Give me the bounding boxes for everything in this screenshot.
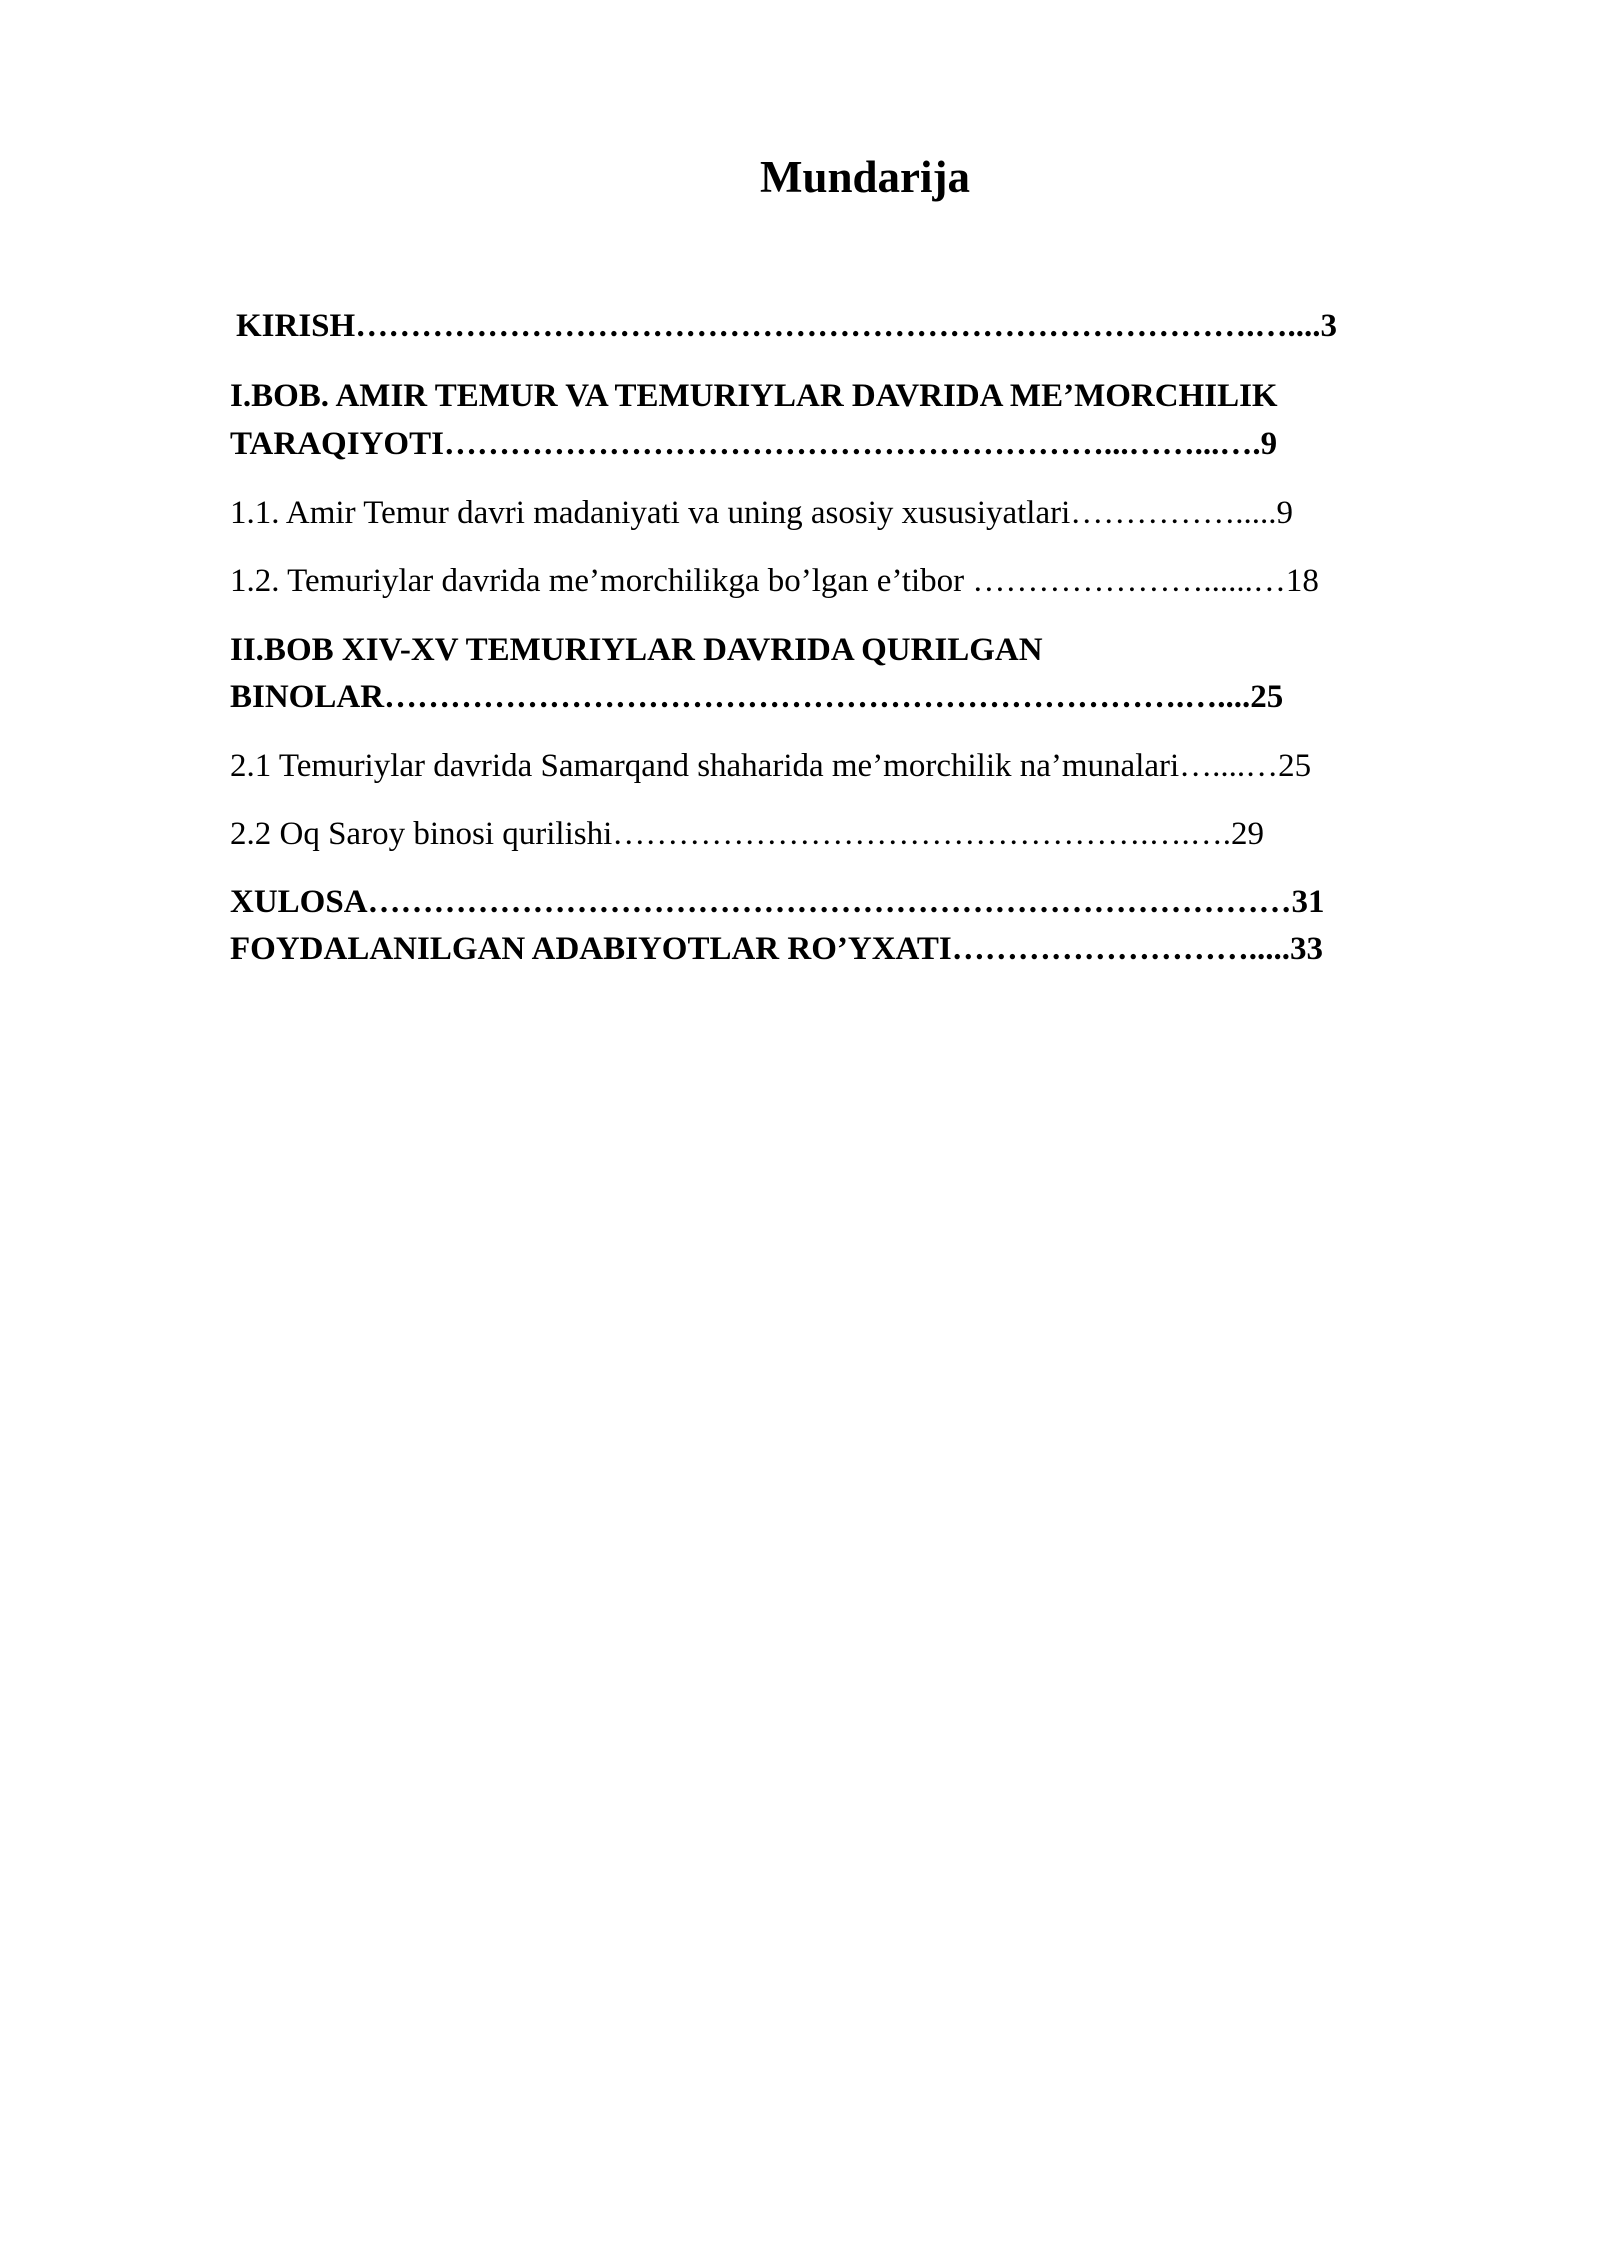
toc-entry-section-2-1: 2.1 Temuriylar davrida Samarqand shaharida me’morchilik na’munalari…....…25	[230, 748, 1312, 784]
toc-entry-section-1-2: 1.2. Temuriylar davrida me’morchilikga bo’lgan e’tibor …………………......…18	[230, 563, 1319, 599]
toc-entry-chapter-1-line-2: TARAQIYOTI……………………………………………………...……...….9	[230, 426, 1278, 462]
toc-entry-xulosa: XULOSA…………………………………………………………………………31	[230, 884, 1325, 920]
toc-entry-chapter-1-line-1: I.BOB. AMIR TEMUR VA TEMURIYLAR DAVRIDA ME’MORCHILIK	[230, 378, 1278, 414]
page-title: Mundarija	[759, 152, 970, 202]
toc-entry-section-1-1: 1.1. Amir Temur davri madaniyati va uning asosiy xususiyatlari…………….....9	[230, 495, 1294, 531]
toc-entry-chapter-2-line-2: BINOLAR……………………………………………………………….…....25	[230, 679, 1284, 715]
toc-entry-chapter-2-line-1: II.BOB XIV-XV TEMURIYLAR DAVRIDA QURILGAN	[230, 632, 1043, 668]
toc-entry-bibliography: FOYDALANILGAN ADABIYOTLAR RO’YXATI……………………….....33	[230, 931, 1324, 967]
toc-entry-section-2-2: 2.2 Oq Saroy binosi qurilishi………………………………………….….….29	[230, 816, 1265, 852]
toc-entry-kirish: KIRISH……………………………………………………………………….…....3	[236, 308, 1337, 344]
